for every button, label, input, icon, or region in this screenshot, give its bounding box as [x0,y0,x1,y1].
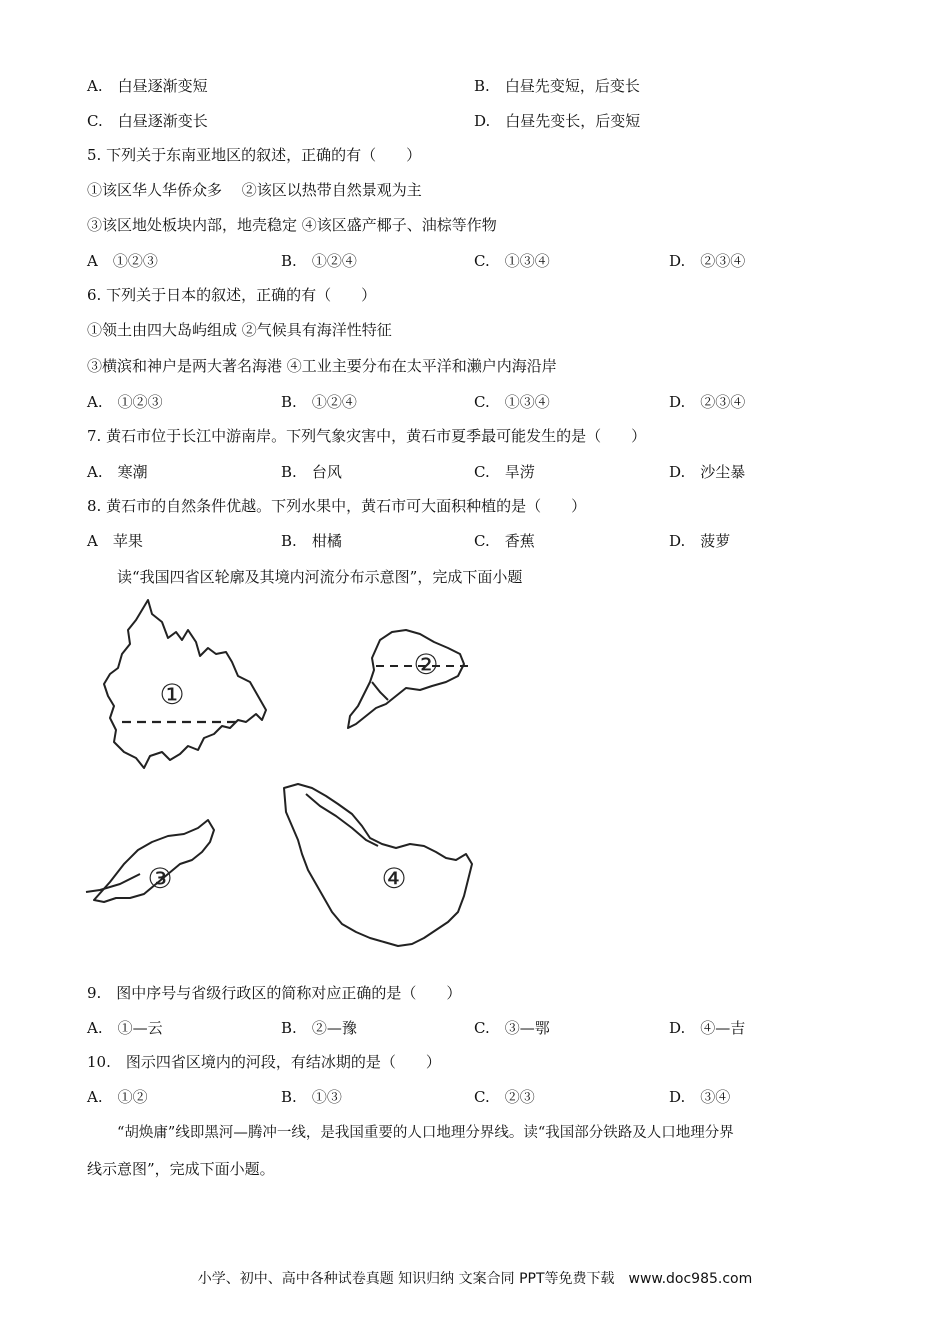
q7-option-a: A. 寒潮 [87,463,148,481]
q9-option-a: A. ①—云 [87,1019,163,1037]
q6-option-a: A. ①②③ [87,393,163,411]
q7-option-c: C. 旱涝 [474,463,535,481]
q4-option-a: A. 白昼逐渐变短 [87,77,208,95]
q9-option-d: D. ④—吉 [669,1019,746,1037]
q8-stem: 8. 黄石市的自然条件优越。下列水果中，黄石市可大面积种植的是（ ） [87,497,587,515]
q8-option-d: D. 菠萝 [669,532,731,550]
q4-option-c: C. 白昼逐渐变长 [87,112,208,130]
q5-option-b: B. ①②④ [281,252,357,270]
q6-option-d: D. ②③④ [669,393,746,411]
province-outline-figure [80,592,540,967]
map-label-3: ③ [147,862,173,895]
map-label-4: ④ [381,862,407,895]
population-line-intro: “胡焕庸”线即黑河—腾冲一线，是我国重要的人口地理分界线。读“我国部分铁路及人口地理分界 [117,1125,734,1141]
q10-option-c: C. ②③ [474,1088,535,1106]
population-line-intro-cont: 线示意图”，完成下面小题。 [87,1160,275,1178]
q8-option-c: C. 香蕉 [474,532,535,550]
province-outline-1 [104,600,266,768]
q5-statement-line2: ③该区地处板块内部，地壳稳定 ④该区盛产椰子、油棕等作物 [87,216,497,234]
q5-stem: 5. 下列关于东南亚地区的叙述，正确的有（ ） [87,146,422,164]
q5-option-c: C. ①③④ [474,252,550,270]
q4-option-d: D. 白昼先变长，后变短 [474,112,641,130]
map-label-2: ② [413,648,439,681]
map-question-intro: 读“我国四省区轮廓及其境内河流分布示意图”，完成下面小题 [117,568,523,586]
province-outline-4 [284,784,472,946]
q10-option-d: D. ③④ [669,1088,731,1106]
q7-stem: 7. 黄石市位于长江中游南岸。下列气象灾害中，黄石市夏季最可能发生的是（ ） [87,427,647,445]
q6-option-c: C. ①③④ [474,393,550,411]
q10-stem: 10. 图示四省区境内的河段，有结冰期的是（ ） [87,1053,441,1071]
q7-option-b: B. 台风 [281,463,342,481]
q6-statement-line2: ③横滨和神户是两大著名海港 ④工业主要分布在太平洋和濑户内海沿岸 [87,357,557,375]
q9-stem: 9. 图中序号与省级行政区的简称对应正确的是（ ） [87,984,462,1002]
province-outline-2 [348,630,464,728]
q9-option-c: C. ③—鄂 [474,1019,550,1037]
q7-option-d: D. 沙尘暴 [669,463,746,481]
q5-statement-line1: ①该区华人华侨众多 ②该区以热带自然景观为主 [87,181,422,199]
q10-option-a: A. ①② [87,1088,148,1106]
q4-option-b: B. 白昼先变短，后变长 [474,77,640,95]
q5-option-d: D. ②③④ [669,252,746,270]
page-footer: 小学、初中、高中各种试卷真题 知识归纳 文案合同 PPT等免费下载 www.doc985.com [197,1271,753,1287]
map-label-1: ① [159,678,185,711]
q6-stem: 6. 下列关于日本的叙述，正确的有（ ） [87,286,377,304]
q5-option-a: A ①②③ [87,252,158,270]
q10-option-b: B. ①③ [281,1088,342,1106]
q8-option-b: B. 柑橘 [281,532,342,550]
q8-option-a: A 苹果 [87,532,143,550]
q6-statement-line1: ①领土由四大岛屿组成 ②气候具有海洋性特征 [87,321,392,339]
q6-option-b: B. ①②④ [281,393,357,411]
q9-option-b: B. ②—豫 [281,1019,357,1037]
